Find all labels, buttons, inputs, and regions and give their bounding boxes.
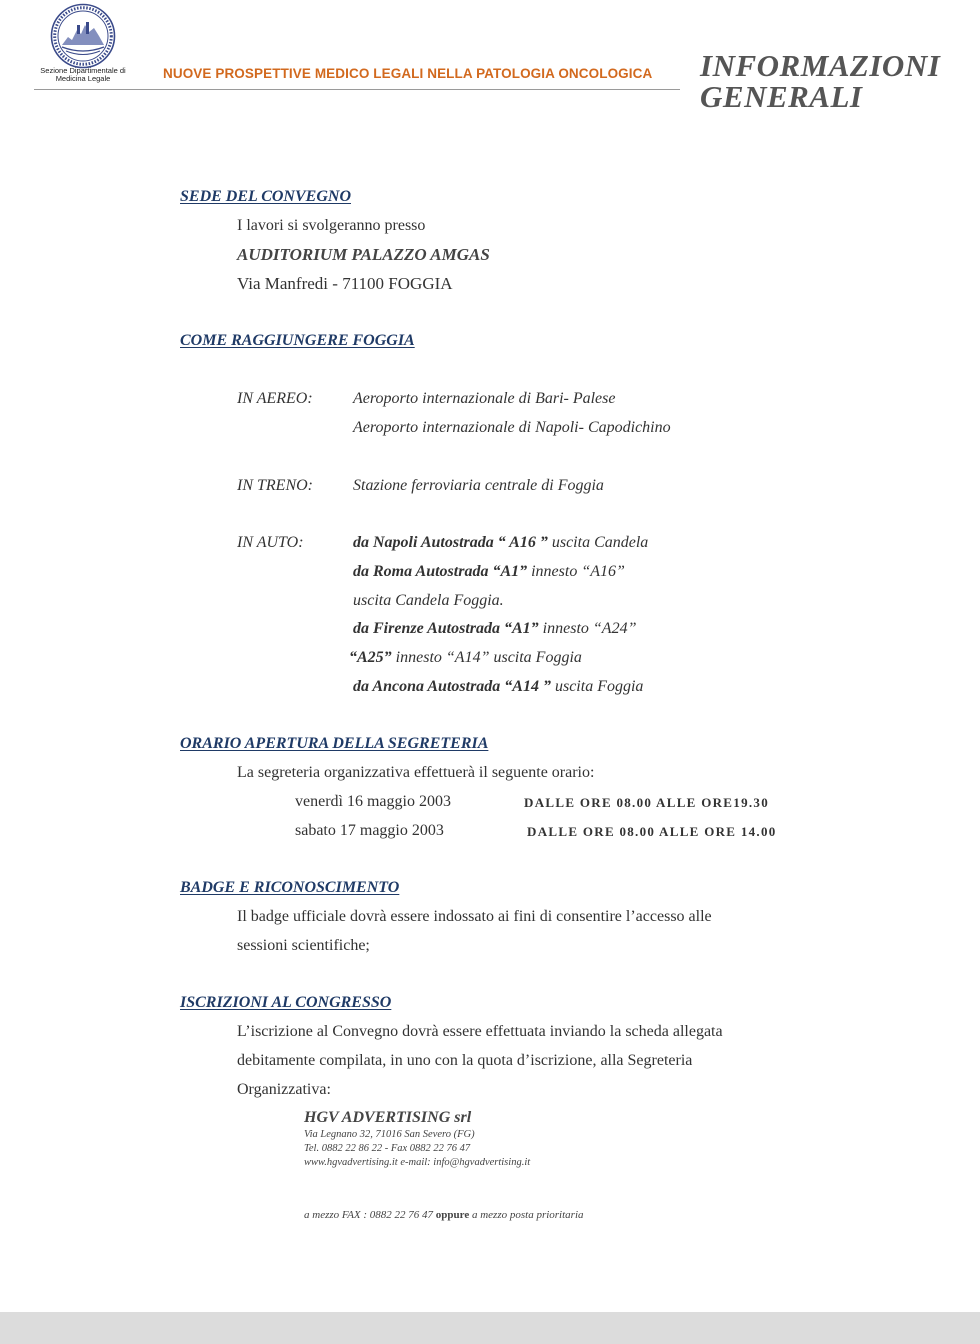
route-rest: innesto “A24” (538, 620, 637, 637)
treno-label: IN TRENO: (237, 477, 313, 494)
route-rest: innesto “A14” uscita Foggia (391, 649, 582, 666)
section-heading-sede: SEDE DEL CONVEGNO (180, 188, 351, 205)
auto-route-line (353, 678, 643, 696)
schedule-day: venerdì 16 maggio 2003 (295, 793, 451, 810)
section-heading-badge: BADGE E RICONOSCIMENTO (180, 879, 400, 896)
footer-bar (0, 1312, 980, 1344)
venue-name: AUDITORIUM PALAZZO AMGAS (237, 245, 490, 264)
iscrizioni-text-line: L’iscrizione al Convegno dovrà essere effettuata inviando la scheda allegata (237, 1023, 723, 1040)
schedule-time: DALLE ORE 08.00 ALLE ORE19.30 (524, 795, 770, 810)
aereo-label: IN AEREO: (237, 390, 313, 407)
venue-address: Via Manfredi - 71100 FOGGIA (237, 274, 453, 293)
auto-route-line (353, 592, 504, 610)
section-heading-come: COME RAGGIUNGERE FOGGIA (180, 332, 415, 349)
route-bold: da Roma Autostrada “A1” (353, 563, 528, 580)
route-bold: da Firenze Autostrada “A1” (353, 620, 539, 637)
route-rest: uscita Foggia (550, 678, 644, 695)
organizer-name: HGV ADVERTISING srl (304, 1109, 472, 1126)
auto-route-line (349, 649, 582, 667)
auto-label: IN AUTO: (237, 534, 304, 551)
badge-text-line: Il badge ufficiale dovrà essere indossato ai fini di consentire l’accesso alle (237, 908, 712, 925)
treno-line: Stazione ferroviaria centrale di Foggia (353, 477, 604, 494)
aereo-line: Aeroporto internazionale di Bari- Palese (353, 390, 616, 407)
auto-route-line (353, 563, 625, 581)
iscrizioni-text-line: debitamente compilata, in uno con la quota d’iscrizione, alla Segreteria (237, 1052, 693, 1069)
organizer-address: Via Legnano 32, 71016 San Severo (FG) (304, 1129, 475, 1140)
organizer-web-email: www.hgvadvertising.it e-mail: info@hgvadvertising.it (304, 1157, 531, 1168)
sede-intro: I lavori si svolgeranno presso (237, 217, 426, 234)
iscrizioni-text-line: Organizzativa: (237, 1081, 331, 1098)
schedule-time: DALLE ORE 08.00 ALLE ORE 14.00 (527, 824, 777, 839)
route-bold: da Ancona Autostrada “A14 ” (353, 678, 551, 695)
orario-intro: La segreteria organizzativa effettuerà il seguente orario: (237, 764, 595, 781)
page-title-line-1: INFORMAZIONI (700, 48, 941, 83)
fax-prefix: a mezzo FAX : 0882 22 76 47 (304, 1209, 436, 1221)
fax-oppure: oppure (435, 1209, 470, 1221)
route-bold: da Napoli Autostrada “ A16 ” (353, 534, 548, 551)
organizer-phone: Tel. 0882 22 86 22 - Fax 0882 22 76 47 (304, 1143, 471, 1154)
page-title (700, 50, 940, 112)
route-rest: uscita Candela (547, 534, 649, 551)
route-rest: innesto “A16” (527, 563, 625, 580)
section-heading-iscrizioni: ISCRIZIONI AL CONGRESSO (180, 994, 392, 1011)
logo-caption: Sezione Dipartimentale di Medicina Legale (40, 66, 126, 83)
auto-route-line (353, 620, 636, 638)
conference-title: NUOVE PROSPETTIVE MEDICO LEGALI NELLA PATOLOGIA ONCOLOGICA (163, 66, 653, 81)
aereo-line: Aeroporto internazionale di Napoli- Capodichino (353, 419, 671, 436)
schedule-day: sabato 17 maggio 2003 (295, 822, 444, 839)
university-seal-logo (50, 3, 116, 69)
fax-suffix: a mezzo posta prioritaria (469, 1209, 584, 1221)
auto-route-line (353, 534, 648, 552)
route-rest: uscita Candela Foggia. (353, 592, 504, 609)
page-title-line-2: GENERALI (700, 79, 863, 114)
route-bold: “A25” (349, 649, 392, 666)
fax-note (304, 1209, 584, 1221)
section-heading-orario: ORARIO APERTURA DELLA SEGRETERIA (180, 735, 489, 752)
header-divider (34, 89, 680, 90)
badge-text-line: sessioni scientifiche; (237, 937, 370, 954)
